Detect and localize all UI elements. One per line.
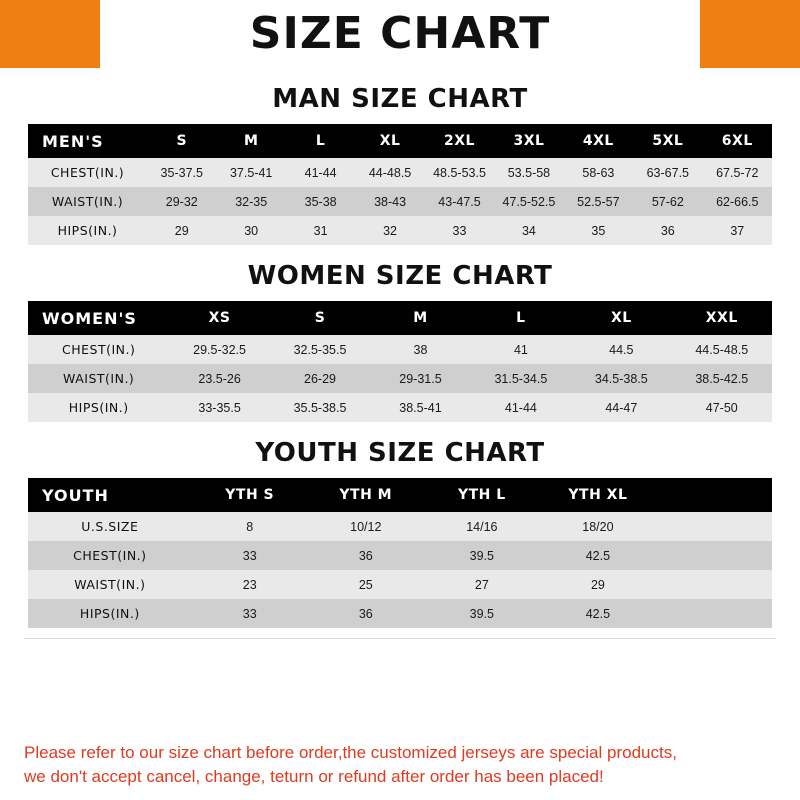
cell: 25 [358, 577, 373, 592]
cell: 38-43 [374, 194, 407, 209]
row-label: CHEST(IN.) [62, 342, 136, 357]
column-header: M [413, 310, 428, 326]
cell: 27 [474, 577, 489, 592]
banner-inner-plate [100, 0, 700, 68]
table-row [28, 187, 772, 216]
row-label: CHEST(IN.) [73, 548, 147, 563]
table-body-youth [28, 512, 772, 628]
column-header: YTH L [457, 487, 506, 503]
cell: 29-31.5 [399, 371, 442, 386]
cell: 26-29 [304, 371, 336, 386]
cell: 33-35.5 [198, 400, 241, 415]
section-heading-youth: YOUTH SIZE CHART [255, 438, 545, 468]
cell: 29 [590, 577, 605, 592]
column-header: 5XL [652, 133, 684, 149]
column-header: 6XL [721, 133, 753, 149]
cell: 32.5-35.5 [293, 342, 347, 357]
cell: 53.5-58 [507, 165, 551, 180]
cell: 42.5 [585, 606, 611, 621]
cell: 44-48.5 [368, 165, 412, 180]
footer-note-line-1: Please refer to our size chart before order,the customized jerseys are special products, [24, 742, 677, 762]
column-header: XXL [705, 310, 738, 326]
cell: 29-32 [165, 194, 198, 209]
cell: 47.5-52.5 [502, 194, 556, 209]
cell: 35.5-38.5 [293, 400, 347, 415]
column-header: XL [610, 310, 632, 326]
cell: 14/16 [466, 519, 498, 534]
row-label: WAIST(IN.) [74, 577, 146, 592]
cell: 36 [660, 223, 675, 238]
table-header-men [28, 124, 772, 158]
section-heading-women: WOMEN SIZE CHART [247, 261, 553, 291]
cell: 32-35 [235, 194, 268, 209]
column-header: XL [379, 133, 401, 149]
cell: 31 [313, 223, 328, 238]
table-header-women [28, 301, 772, 335]
row-label: HIPS(IN.) [68, 400, 129, 415]
cell: 35-37.5 [160, 165, 203, 180]
cell: 58-63 [582, 165, 615, 180]
cell-empty [656, 599, 772, 628]
table-wrap-youth [0, 478, 800, 628]
column-header: L [315, 133, 326, 149]
column-header: XS [208, 310, 231, 326]
cell: 52.5-57 [577, 194, 620, 209]
cell: 47-50 [705, 400, 738, 415]
cell-empty [656, 570, 772, 599]
size-table-men [28, 124, 772, 245]
cell: 35-38 [304, 194, 337, 209]
cell: 44.5-48.5 [695, 342, 749, 357]
footer-note-line-2: we don't accept cancel, change, teturn or refund after order has been placed! [24, 767, 604, 787]
cell: 41-44 [304, 165, 337, 180]
row-label: WAIST(IN.) [63, 371, 135, 386]
column-header: 2XL [444, 133, 475, 149]
cell: 41-44 [504, 400, 537, 415]
cell: 57-62 [651, 194, 684, 209]
cell: 62-66.5 [716, 194, 759, 209]
column-header: YTH XL [568, 487, 628, 503]
cell: 37 [730, 223, 745, 238]
column-header-empty [656, 478, 772, 512]
table-row [28, 216, 772, 245]
column-header: YTH M [339, 487, 393, 503]
cell: 36 [358, 606, 373, 621]
cell-empty [656, 512, 772, 541]
section-heading-men: MAN SIZE CHART [272, 84, 528, 114]
cell: 33 [242, 606, 257, 621]
cell: 38.5-41 [399, 400, 442, 415]
row-label: HIPS(IN.) [57, 223, 118, 238]
cell: 31.5-34.5 [494, 371, 548, 386]
cell: 23.5-26 [198, 371, 241, 386]
page-title: SIZE CHART [249, 8, 551, 59]
cell: 29 [174, 223, 189, 238]
cell: 42.5 [585, 548, 611, 563]
row-label: CHEST(IN.) [50, 165, 125, 180]
table-row [28, 570, 772, 599]
cell: 48.5-53.5 [433, 165, 486, 180]
cell: 30 [244, 223, 259, 238]
table-body-men [28, 158, 772, 245]
cell: 33 [242, 548, 257, 563]
cell: 35 [591, 223, 606, 238]
table-wrap-women [0, 301, 800, 422]
cell: 44.5 [609, 342, 634, 357]
cell: 10/12 [350, 519, 382, 534]
column-header: S [314, 310, 326, 326]
table-wrap-men [0, 124, 800, 245]
cell: 29.5-32.5 [193, 342, 246, 357]
table-row [28, 364, 772, 393]
cell: 23 [242, 577, 257, 592]
cell: 34.5-38.5 [594, 371, 648, 386]
column-header: YTH S [225, 487, 275, 503]
cell: 38 [413, 342, 428, 357]
cell: 63-67.5 [646, 165, 690, 180]
table-header-row [28, 124, 772, 158]
column-header: 4XL [582, 133, 614, 149]
table-row [28, 512, 772, 541]
footer-note [0, 741, 800, 790]
table-row [28, 158, 772, 187]
cell: 39.5 [469, 606, 494, 621]
cell-empty [656, 541, 772, 570]
column-header: L [516, 310, 526, 326]
table-row [28, 335, 772, 364]
cell: 37.5-41 [229, 165, 273, 180]
column-header: M [243, 133, 259, 149]
table-row [28, 393, 772, 422]
cell: 39.5 [469, 548, 494, 563]
table-row [28, 541, 772, 570]
cell: 67.5-72 [716, 165, 759, 180]
table-header-row [28, 478, 772, 512]
cell: 43-47.5 [438, 194, 481, 209]
size-table-youth [28, 478, 772, 628]
table-row [28, 599, 772, 628]
table-header-youth [28, 478, 772, 512]
cell: 34 [521, 223, 536, 238]
table-header-row [28, 301, 772, 335]
table-corner-label-women: WOMEN'S [42, 308, 137, 328]
cell: 38.5-42.5 [695, 371, 749, 386]
cell: 18/20 [582, 519, 614, 534]
column-header: 3XL [513, 133, 545, 149]
row-label: HIPS(IN.) [79, 606, 140, 621]
column-header: S [176, 133, 188, 149]
footer-divider [24, 638, 776, 639]
table-corner-label-men: MEN'S [42, 131, 104, 151]
row-label: WAIST(IN.) [51, 194, 124, 209]
cell: 41 [513, 342, 528, 357]
table-corner-label-youth: YOUTH [42, 485, 109, 505]
cell: 8 [246, 519, 254, 534]
top-banner [0, 0, 800, 68]
cell: 44-47 [605, 400, 638, 415]
cell: 36 [358, 548, 373, 563]
cell: 33 [452, 223, 467, 238]
row-label: U.S.SIZE [81, 519, 139, 534]
table-body-women [28, 335, 772, 422]
cell: 32 [383, 223, 398, 238]
size-table-women [28, 301, 772, 422]
